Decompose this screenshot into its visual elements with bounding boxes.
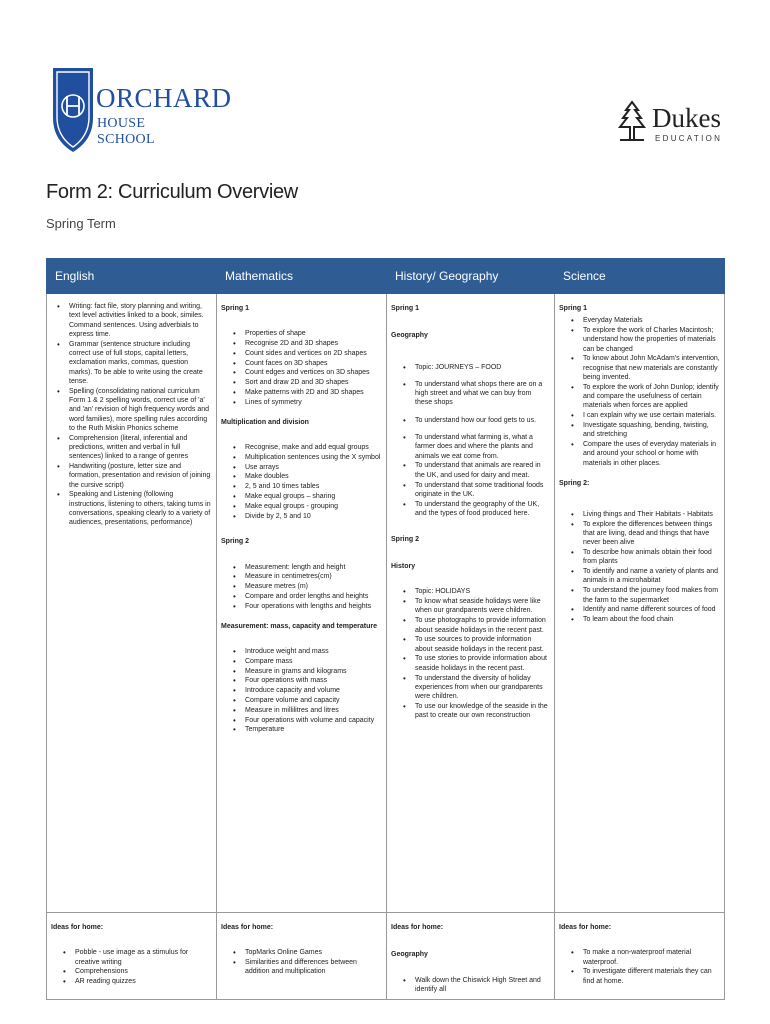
list-item: • Count sides and vertices on 2D shapes — [221, 349, 382, 358]
maths-mult-list — [221, 443, 382, 521]
ideas-heading: Ideas for home: — [559, 924, 612, 931]
dukes-tree-icon — [616, 100, 648, 146]
list-item: • Recognise 2D and 3D shapes — [221, 339, 382, 348]
list-item: • To investigate different materials they can find at home. — [559, 967, 720, 986]
maths-spring2-list — [221, 563, 382, 611]
science-spring1-list — [559, 316, 720, 468]
list-item: • Measure in millilitres and litres — [221, 706, 382, 715]
science-ideas-list — [559, 948, 720, 986]
list-item: • TopMarks Online Games — [221, 948, 382, 957]
list-item: • Count faces on 3D shapes — [221, 359, 382, 368]
page-subtitle: Spring Term — [46, 216, 116, 231]
list-item: • Topic: HOLIDAYS — [391, 587, 550, 596]
school-name-line1: ORCHARD — [96, 83, 232, 113]
list-item: • AR reading quizzes — [51, 977, 212, 986]
geography-list — [391, 363, 550, 519]
school-crest-icon — [50, 66, 96, 154]
list-item: • To understand what farming is, what a farmer does and where the plants and animals we eat come from. — [391, 433, 550, 461]
list-item: • Living things and Their Habitats - Habitats — [559, 510, 720, 519]
list-item: • To describe how animals obtain their food from plants — [559, 548, 720, 567]
table-row — [47, 294, 725, 913]
maths-spring1-heading: Spring 1 — [221, 305, 250, 312]
list-item: • Introduce weight and mass — [221, 647, 382, 656]
list-item: • To know what seaside holidays were like when our grandparents were children. — [391, 597, 550, 616]
list-item: • To explore the work of Charles Macintosh; understand how the properties of materials can be changed — [559, 326, 720, 354]
list-item: • To use stories to provide information about seaside holidays in the recent past. — [391, 654, 550, 673]
list-item: • Compare volume and capacity — [221, 696, 382, 705]
dukes-name: Dukes — [652, 103, 721, 133]
column-header-science: Science — [555, 259, 725, 294]
history-ideas-list — [391, 976, 550, 995]
list-item: • Make equal groups – sharing — [221, 492, 382, 501]
list-item: • Four operations with volume and capacity — [221, 716, 382, 725]
list-item: • Pobble - use image as a stimulus for creative writing — [51, 948, 212, 967]
list-item: • To understand how our food gets to us. — [391, 416, 550, 425]
list-item: • To use photographs to provide information about seaside holidays in the recent past. — [391, 616, 550, 635]
english-list — [51, 302, 212, 528]
list-item: • To use our knowledge of the seaside in the past to create our own reconstruction — [391, 702, 550, 721]
dukes-education-logo — [616, 100, 723, 150]
maths-mass-list — [221, 647, 382, 735]
english-cell — [47, 294, 217, 913]
list-item: • To explore the work of John Dunlop; identify and compare the usefulness of certain materials when forces are applied — [559, 383, 720, 411]
list-item: • Spelling (consolidating national curriculum Form 1 & 2 spelling words, correct use of 'a' and 'an' revision of high frequency words and word families), more spelling rules according to the Ruth Miskin Phonics scheme — [51, 387, 212, 433]
science-spring1-heading: Spring 1 — [559, 305, 588, 312]
list-item: • Writing: fact file, story planning and writing, text level activities linked to a book, similes. Command sentences. Using adverbials to express time. — [51, 302, 212, 339]
science-cell — [555, 294, 725, 913]
science-spring2-heading: Spring 2: — [559, 479, 590, 487]
list-item: • Lines of symmetry — [221, 398, 382, 407]
ideas-heading: Ideas for home: — [221, 924, 274, 931]
history-heading: History — [391, 563, 416, 571]
maths-spring2-heading: Spring 2 — [221, 538, 250, 546]
maths-spring1-list — [221, 329, 382, 407]
list-item: • Similarities and differences between addition and multiplication — [221, 958, 382, 977]
orchard-house-logo — [50, 66, 232, 156]
list-item: • Measure in grams and kilograms — [221, 667, 382, 676]
list-item: • Make doubles — [221, 472, 382, 481]
ideas-row — [47, 913, 725, 1000]
list-item: • Recognise, make and add equal groups — [221, 443, 382, 452]
maths-ideas-cell — [217, 913, 387, 1000]
list-item: • To understand that some traditional foods originate in the UK. — [391, 481, 550, 500]
list-item: • Speaking and Listening (following instructions, listening to others, taking turns in conversations, speaking clearly to a variety of audiences, presentations, performance) — [51, 490, 212, 527]
list-item: • I can explain why we use certain materials. — [559, 411, 720, 420]
list-item: • Use arrays — [221, 463, 382, 472]
ideas-heading: Ideas for home: — [51, 924, 104, 931]
history-geography-cell — [387, 294, 555, 913]
list-item: • Introduce capacity and volume — [221, 686, 382, 695]
list-item: • Properties of shape — [221, 329, 382, 338]
ideas-geography-heading: Geography — [391, 951, 428, 959]
list-item: • Walk down the Chiswick High Street and identify all — [391, 976, 550, 995]
school-name-line2: HOUSE SCHOOL — [97, 116, 155, 147]
science-spring2-list — [559, 510, 720, 625]
list-item: • To understand what shops there are on a high street and what we can buy from these shops — [391, 380, 550, 408]
column-header-maths: Mathematics — [217, 259, 387, 294]
list-item: • Measurement: length and height — [221, 563, 382, 572]
list-item: • Count edges and vertices on 3D shapes — [221, 368, 382, 377]
history-spring1-heading: Spring 1 — [391, 305, 420, 312]
geography-heading: Geography — [391, 332, 428, 340]
list-item: • Everyday Materials — [559, 316, 720, 325]
ideas-heading: Ideas for home: — [391, 924, 444, 931]
list-item: • Multiplication sentences using the X symbol — [221, 453, 382, 462]
list-item: • To understand the diversity of holiday experiences from when our grandparents were children. — [391, 674, 550, 702]
list-item: • Four operations with mass — [221, 676, 382, 685]
page-title: Form 2: Curriculum Overview — [46, 181, 298, 203]
maths-mult-heading: Multiplication and division — [221, 418, 309, 426]
list-item: • To know about John McAdam's intervention, recognise that new materials are constantly being invented. — [559, 354, 720, 382]
history-spring2-heading: Spring 2 — [391, 535, 420, 543]
list-item: • Make patterns with 2D and 3D shapes — [221, 388, 382, 397]
list-item: • Divide by 2, 5 and 10 — [221, 512, 382, 521]
list-item: • Compare mass — [221, 657, 382, 666]
history-list — [391, 587, 550, 720]
list-item: • Topic: JOURNEYS – FOOD — [391, 363, 550, 372]
list-item: • Comprehension (literal, inferential and predictions, written and verbal in full sentences) linked to a range of genres — [51, 434, 212, 462]
list-item: • Handwriting (posture, letter size and formation, presentation and revision of joining the cursive script) — [51, 462, 212, 490]
maths-cell — [217, 294, 387, 913]
table-header-row — [47, 259, 725, 294]
maths-ideas-list — [221, 948, 382, 976]
list-item: • To use sources to provide information about seaside holidays in the recent past. — [391, 635, 550, 654]
list-item: • Measure metres (m) — [221, 582, 382, 591]
list-item: • To explore the differences between things that are living, dead and things that have never been alive — [559, 520, 720, 548]
history-ideas-cell — [387, 913, 555, 1000]
english-ideas-list — [51, 948, 212, 986]
list-item: • To make a non-waterproof material waterproof. — [559, 948, 720, 967]
list-item: • Identify and name different sources of food — [559, 605, 720, 614]
list-item: • Investigate squashing, bending, twisting, and stretching — [559, 421, 720, 440]
list-item: • Grammar (sentence structure including correct use of full stops, capital letters, exclamation marks, commas, question marks). To be able to write using the create tense. — [51, 340, 212, 386]
list-item: • Compare and order lengths and heights — [221, 592, 382, 601]
science-ideas-cell — [555, 913, 725, 1000]
dukes-subtitle: EDUCATION — [655, 134, 723, 143]
english-ideas-cell — [47, 913, 217, 1000]
column-header-history-geography: History/ Geography — [387, 259, 555, 294]
list-item: • To understand the geography of the UK, and the types of food produced here. — [391, 500, 550, 519]
list-item: • To learn about the food chain — [559, 615, 720, 624]
list-item: • 2, 5 and 10 times tables — [221, 482, 382, 491]
list-item: • Four operations with lengths and heights — [221, 602, 382, 611]
list-item: • Sort and draw 2D and 3D shapes — [221, 378, 382, 387]
list-item: • To identify and name a variety of plants and animals in a microhabitat — [559, 567, 720, 586]
list-item: • Comprehensions — [51, 967, 212, 976]
curriculum-table — [46, 258, 725, 1000]
list-item: • To understand the journey food makes from the farm to the supermarket — [559, 586, 720, 605]
list-item: • Compare the uses of everyday materials in and around your school or home with materials in other places. — [559, 440, 720, 468]
list-item: • Measure in centimetres(cm) — [221, 572, 382, 581]
list-item: • To understand that animals are reared in the UK, and used for dairy and meat. — [391, 461, 550, 480]
list-item: • Temperature — [221, 725, 382, 734]
column-header-english: English — [47, 259, 217, 294]
list-item: • Make equal groups - grouping — [221, 502, 382, 511]
maths-mass-heading: Measurement: mass, capacity and temperature — [221, 622, 378, 630]
